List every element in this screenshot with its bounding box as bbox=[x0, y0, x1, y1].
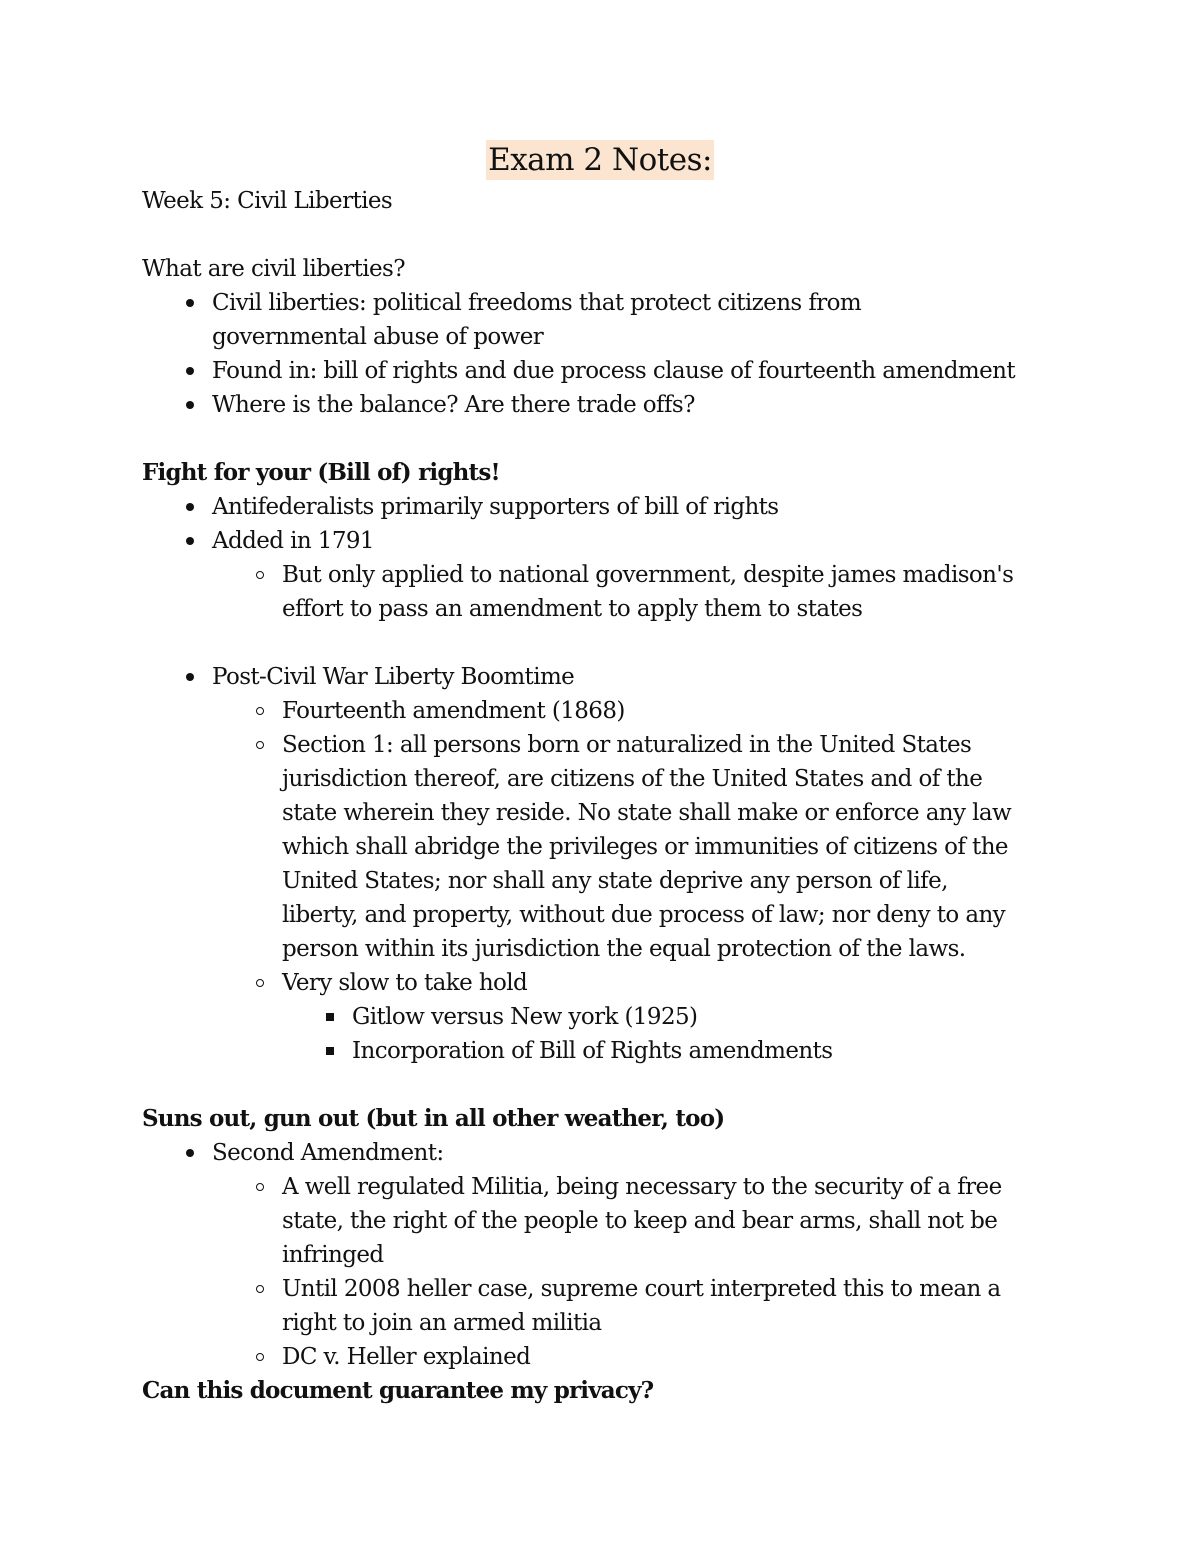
list-item-text: Second Amendment: bbox=[212, 1140, 444, 1166]
sub-list-item bbox=[212, 1340, 1082, 1374]
bullet-icon bbox=[180, 286, 200, 320]
circle-bullet-icon bbox=[250, 966, 270, 1000]
bullet-icon bbox=[180, 660, 200, 694]
circle-bullet-icon bbox=[250, 728, 270, 762]
sub-list bbox=[212, 1170, 1082, 1374]
spacer bbox=[142, 626, 1082, 660]
spacer bbox=[142, 422, 1082, 456]
week-label: Week 5: Civil Liberties bbox=[142, 188, 393, 214]
list-item-text: infringed bbox=[282, 1242, 384, 1268]
civil-liberties-list bbox=[142, 286, 1082, 422]
list-item-text: Very slow to take hold bbox=[282, 970, 528, 996]
list-item-text: Post-Civil War Liberty Boomtime bbox=[212, 664, 575, 690]
sub-sub-list-item bbox=[282, 1000, 1082, 1034]
sub-sub-list-item bbox=[282, 1034, 1082, 1068]
list-item-text: liberty, and property, without due process of law; nor deny to any bbox=[282, 902, 1006, 928]
circle-bullet-icon bbox=[250, 1340, 270, 1374]
list-item-text: Gitlow versus New york (1925) bbox=[352, 1004, 698, 1030]
circle-bullet-icon bbox=[250, 558, 270, 592]
sub-sub-list bbox=[282, 1000, 1082, 1068]
list-item-text: Added in 1791 bbox=[212, 528, 374, 554]
spacer bbox=[142, 218, 1082, 252]
bullet-icon bbox=[180, 524, 200, 558]
sub-list bbox=[212, 694, 1082, 1068]
circle-bullet-icon bbox=[250, 694, 270, 728]
list-item bbox=[142, 354, 1082, 388]
list-item bbox=[142, 1136, 1082, 1374]
sub-list bbox=[212, 558, 1082, 626]
sub-list-item bbox=[212, 1170, 1082, 1272]
list-item-text: Section 1: all persons born or naturalized in the United States bbox=[282, 732, 972, 758]
section-heading-second-amendment: Suns out, gun out (but in all other weather, too) bbox=[142, 1105, 725, 1132]
list-item-text: which shall abridge the privileges or immunities of citizens of the bbox=[282, 834, 1008, 860]
sub-list-item bbox=[212, 558, 1082, 626]
list-item-text: Fourteenth amendment (1868) bbox=[282, 698, 625, 724]
title-wrap bbox=[0, 140, 1200, 180]
bill-of-rights-list bbox=[142, 490, 1082, 626]
sub-list-item bbox=[212, 728, 1082, 966]
list-item bbox=[142, 524, 1082, 626]
sub-list-item bbox=[212, 1272, 1082, 1340]
square-bullet-icon bbox=[320, 1000, 340, 1034]
spacer bbox=[142, 1068, 1082, 1102]
page-title: Exam 2 Notes: bbox=[488, 142, 712, 178]
post-civil-war-list bbox=[142, 660, 1082, 1068]
square-bullet-icon bbox=[320, 1034, 340, 1068]
list-item bbox=[142, 388, 1082, 422]
list-item-text: governmental abuse of power bbox=[212, 324, 544, 350]
section-heading-civil-liberties: What are civil liberties? bbox=[142, 256, 405, 282]
list-item-text: state wherein they reside. No state shall make or enforce any law bbox=[282, 800, 1012, 826]
list-item-text: United States; nor shall any state deprive any person of life, bbox=[282, 868, 948, 894]
list-item-text: person within its jurisdiction the equal protection of the laws. bbox=[282, 936, 966, 962]
list-item-text: state, the right of the people to keep and bear arms, shall not be bbox=[282, 1208, 998, 1234]
list-item bbox=[142, 286, 1082, 354]
document-body bbox=[142, 184, 1082, 1408]
sub-list-item bbox=[212, 694, 1082, 728]
circle-bullet-icon bbox=[250, 1272, 270, 1306]
circle-bullet-icon bbox=[250, 1170, 270, 1204]
section-heading-privacy: Can this document guarantee my privacy? bbox=[142, 1377, 654, 1404]
list-item-text: Found in: bill of rights and due process clause of fourteenth amendment bbox=[212, 358, 1015, 384]
list-item-text: jurisdiction thereof, are citizens of the United States and of the bbox=[282, 766, 983, 792]
list-item bbox=[142, 660, 1082, 1068]
second-amendment-list bbox=[142, 1136, 1082, 1374]
list-item-text: right to join an armed militia bbox=[282, 1310, 602, 1336]
list-item-text: Where is the balance? Are there trade offs? bbox=[212, 392, 695, 418]
bullet-icon bbox=[180, 1136, 200, 1170]
list-item-text: Until 2008 heller case, supreme court interpreted this to mean a bbox=[282, 1276, 1001, 1302]
sub-list-item bbox=[212, 966, 1082, 1068]
bullet-icon bbox=[180, 388, 200, 422]
list-item-text: DC v. Heller explained bbox=[282, 1344, 531, 1370]
list-item-text: Incorporation of Bill of Rights amendments bbox=[352, 1038, 833, 1064]
list-item-text: A well regulated Militia, being necessary to the security of a free bbox=[282, 1174, 1002, 1200]
bullet-icon bbox=[180, 354, 200, 388]
list-item-text: But only applied to national government, despite james madison's bbox=[282, 562, 1014, 588]
bullet-icon bbox=[180, 490, 200, 524]
section-heading-bill-of-rights: Fight for your (Bill of) rights! bbox=[142, 459, 500, 486]
list-item-text: Civil liberties: political freedoms that protect citizens from bbox=[212, 290, 862, 316]
list-item bbox=[142, 490, 1082, 524]
list-item-text: Antifederalists primarily supporters of bill of rights bbox=[212, 494, 779, 520]
list-item-text: effort to pass an amendment to apply them to states bbox=[282, 596, 863, 622]
